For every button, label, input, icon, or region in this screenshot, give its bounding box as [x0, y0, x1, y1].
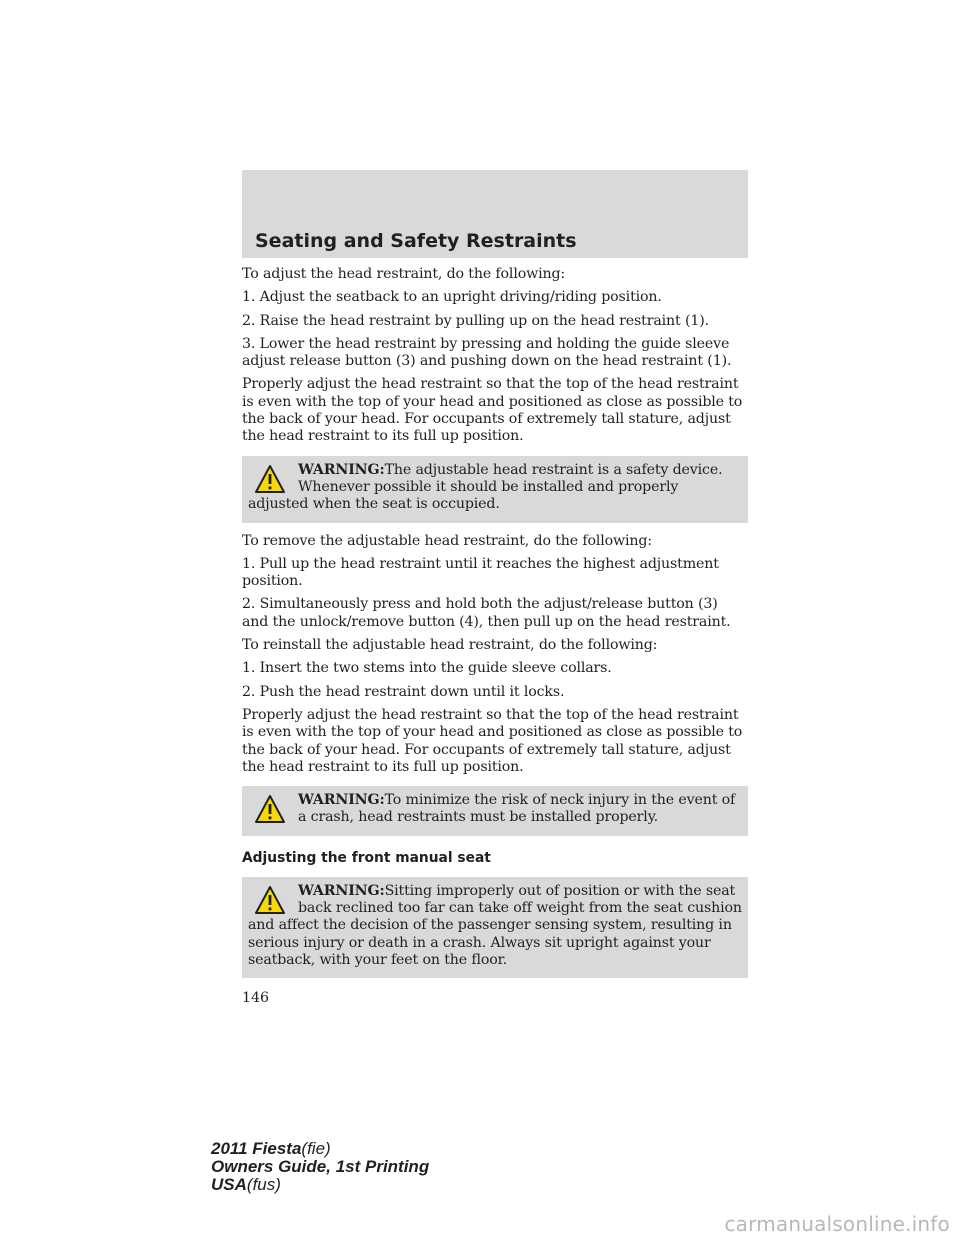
section2-intro: To remove the adjustable head restraint, do the following:	[242, 532, 652, 549]
section1-note: Properly adjust the head restraint so that the top of the head restraint is even with the top of your head and positioned as close as possible to the back of your head. For occupants of extremely tall stature, adjust the head restraint to its full up position.	[242, 376, 743, 445]
page-number: 146	[242, 990, 270, 1007]
footer-model: 2011 Fiesta	[211, 1139, 302, 1158]
warning-text: To minimize the risk of neck injury in the event of a crash, head restraints must be installed properly.	[298, 792, 736, 826]
section3-step-1: 1. Insert the two stems into the guide sleeve collars.	[242, 660, 612, 677]
warning-label: WARNING:	[298, 461, 385, 478]
page-content	[242, 266, 748, 1006]
watermark: carmanualsonline.info	[724, 1212, 950, 1236]
footer-line-3	[211, 1176, 429, 1194]
warning-box-1	[242, 456, 748, 523]
section1-intro: To adjust the head restraint, do the following:	[242, 266, 566, 282]
warning-text: Sitting improperly out of position or with the seat back reclined too far can take off weight from the seat cushion and affect the decision of the passenger sensing system, resulting in serious injury or death in a crash. Always sit upright against your seatback, with your feet on the floor.	[248, 882, 742, 968]
warning-label: WARNING:	[298, 882, 385, 899]
warning-box-3	[242, 877, 748, 978]
warning-text: The adjustable head restraint is a safety device. Whenever possible it should be installed and properly adjusted when the seat is occupied.	[248, 461, 723, 513]
footer-line-2	[211, 1158, 429, 1176]
section1-step-1: 1. Adjust the seatback to an upright driving/riding position.	[242, 289, 662, 306]
footer-market-code: (fus)	[246, 1175, 281, 1194]
footer-model-code: (fie)	[301, 1139, 331, 1158]
section3-step-2: 2. Push the head restraint down until it locks.	[242, 683, 565, 700]
warning-triangle-icon	[254, 794, 286, 824]
footer-edition: Owners Guide, 1st Printing	[211, 1157, 430, 1176]
section2-step-1: 1. Pull up the head restraint until it reaches the highest adjustment position.	[242, 555, 719, 590]
section1-step-2: 2. Raise the head restraint by pulling up on the head restraint (1).	[242, 312, 709, 329]
section3-intro: To reinstall the adjustable head restraint, do the following:	[242, 637, 658, 654]
warning-triangle-icon	[254, 464, 286, 494]
print-footer	[211, 1140, 429, 1194]
section-title: Seating and Safety Restraints	[255, 230, 577, 252]
subheading-front-manual-seat: Adjusting the front manual seat	[242, 849, 491, 866]
footer-market: USA	[211, 1175, 247, 1194]
section-header-band	[242, 170, 748, 258]
warning-label: WARNING:	[298, 792, 385, 809]
footer-line-1	[211, 1140, 429, 1158]
section1-step-3: 3. Lower the head restraint by pressing and holding the guide sleeve adjust release button (3) and pushing down on the head restraint (1).	[242, 335, 732, 370]
warning-box-2	[242, 786, 748, 836]
section3-note: Properly adjust the head restraint so that the top of the head restraint is even with the top of your head and positioned as close as possible to the back of your head. For occupants of extremely tall stature, adjust the head restraint to its full up position.	[242, 706, 743, 775]
warning-triangle-icon	[254, 885, 286, 915]
section2-step-2: 2. Simultaneously press and hold both the adjust/release button (3) and the unlock/remove button (4), then pull up on the head restraint.	[242, 596, 731, 630]
